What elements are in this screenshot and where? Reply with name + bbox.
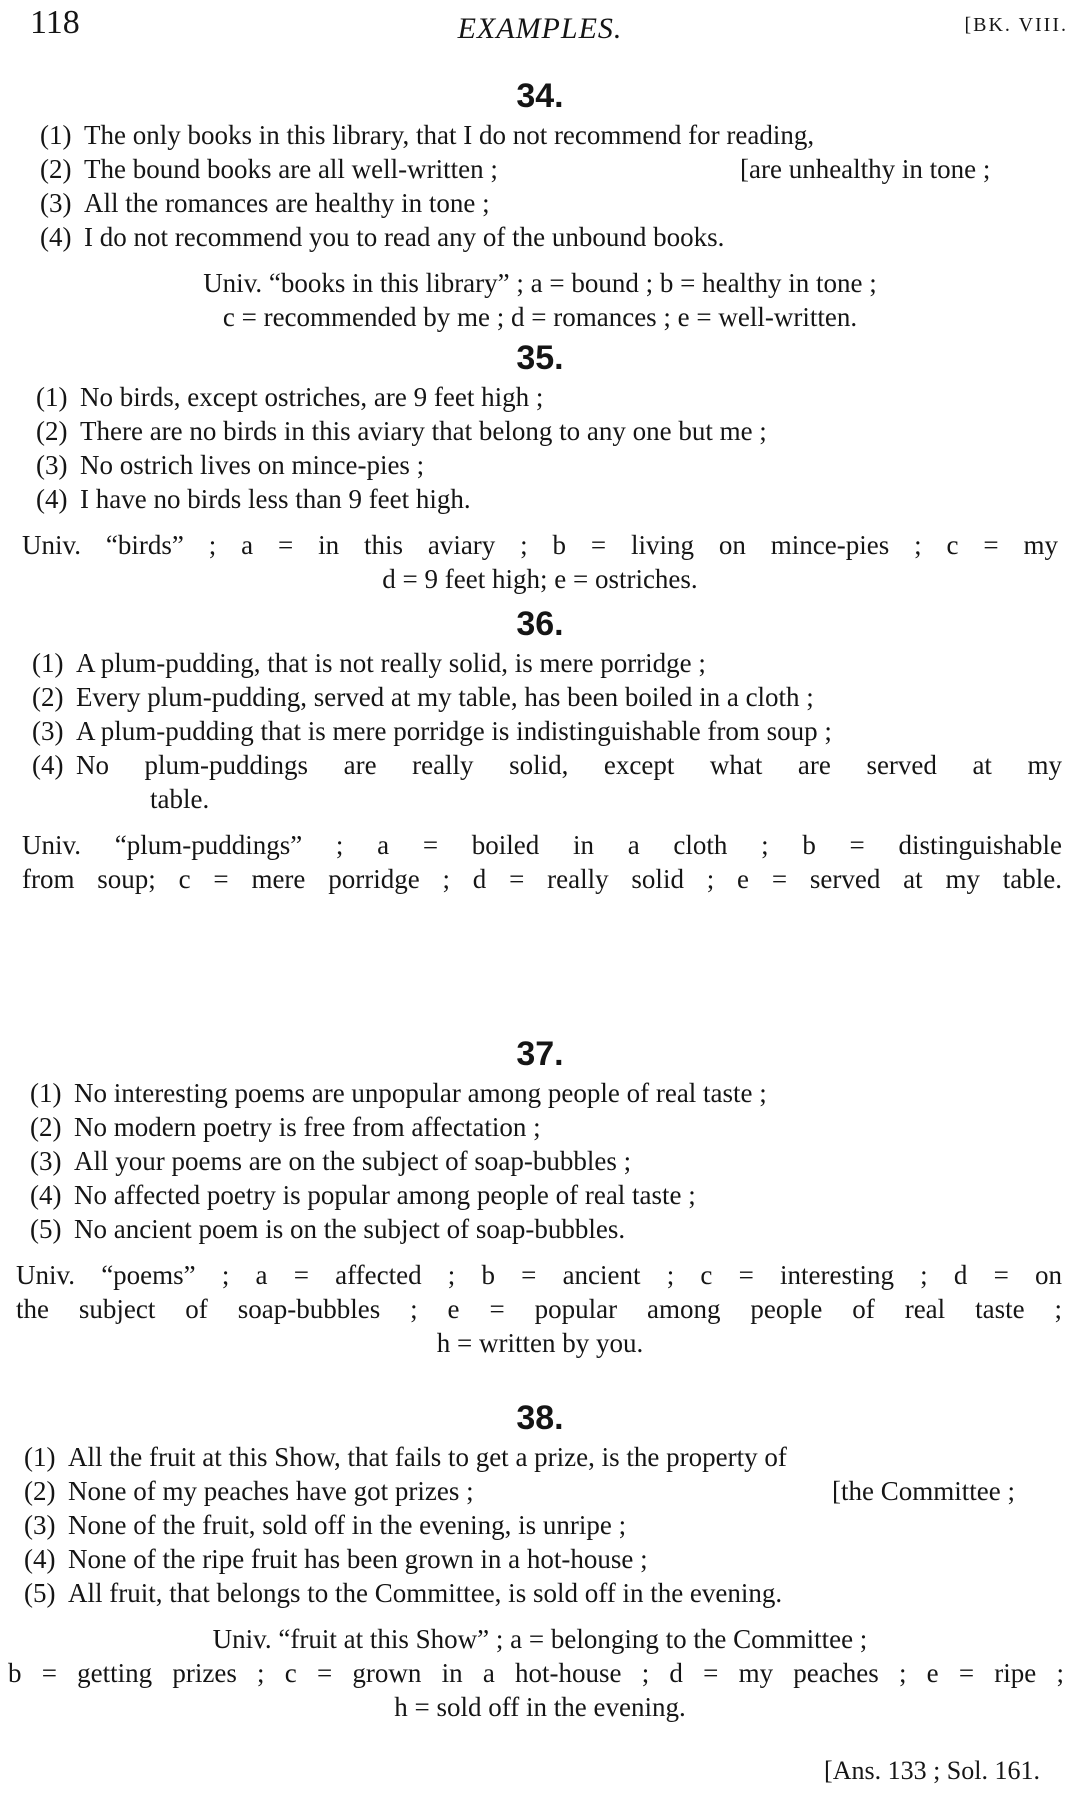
example-number: 35.: [516, 339, 564, 377]
premise-number: (5): [30, 1214, 62, 1244]
premise: [0, 118, 1080, 152]
universe-line: [0, 1292, 1080, 1326]
premise: [0, 380, 1080, 414]
universe-text: Univ. “birds” ; a = in this aviary ; b = living on mince-pies ; c = my: [22, 530, 1058, 560]
premise-continuation-text: table.: [150, 784, 210, 814]
universe-line: h = sold off in the evening.: [394, 1692, 686, 1722]
premise-text: None of the ripe fruit has been grown in a hot-house ;: [68, 1544, 648, 1574]
universe-line: h = written by you.: [436, 1328, 644, 1358]
premise-number: (4): [36, 484, 68, 514]
premise-text: The only books in this library, that I do not recommend for reading,: [84, 120, 815, 150]
premise: [0, 1212, 1080, 1246]
universe-line: c = recommended by me ; d = romances ; e = well-written.: [222, 302, 858, 332]
premise-overflow: [the Committee ;: [832, 1476, 1015, 1506]
premise-number: (4): [24, 1544, 56, 1574]
premise-number: (2): [36, 416, 68, 446]
example-36: [0, 602, 1080, 896]
premise: [0, 1076, 1080, 1110]
premise-number: (2): [40, 154, 72, 184]
premise-number: (2): [30, 1112, 62, 1142]
example-number: 37.: [516, 1035, 564, 1073]
example-number: 34.: [516, 77, 564, 115]
premise: [0, 1474, 1080, 1508]
premise-number: (4): [30, 1180, 62, 1210]
premise-number: (1): [36, 382, 68, 412]
premise: [0, 1440, 1080, 1474]
premise: [0, 220, 1080, 254]
premise-text: No birds, except ostriches, are 9 feet high ;: [80, 382, 544, 412]
premise-continuation: [0, 782, 1080, 816]
page-number: 118: [30, 4, 80, 41]
premise-text: No modern poetry is free from affectation ;: [74, 1112, 541, 1142]
premise-text: No interesting poems are unpopular among people of real taste ;: [74, 1078, 767, 1108]
premise-number: (1): [24, 1442, 56, 1472]
premise: [0, 1508, 1080, 1542]
example-number: 38.: [516, 1399, 564, 1437]
premise-text: No ostrich lives on mince-pies ;: [80, 450, 425, 480]
premise-number: (5): [24, 1578, 56, 1608]
premise-text: None of the fruit, sold off in the evening, is unripe ;: [68, 1510, 627, 1540]
universe-text: from soup; c = mere porridge ; d = really solid ; e = served at my table.: [22, 864, 1062, 894]
premise-text: I do not recommend you to read any of the unbound books.: [84, 222, 725, 252]
premise-text: No plum-puddings are really solid, except what are served at my: [76, 750, 1062, 780]
book-reference: [BK. VIII.: [964, 14, 1068, 36]
premise-number: (3): [40, 188, 72, 218]
premise-text: None of my peaches have got prizes ;: [68, 1476, 474, 1506]
answer-reference: [Ans. 133 ; Sol. 161.: [824, 1756, 1040, 1785]
universe-line: [0, 1258, 1080, 1292]
universe-text: b = getting prizes ; c = grown in a hot-house ; d = my peaches ; e = ripe ;: [8, 1658, 1064, 1688]
example-35: [0, 336, 1080, 596]
premise-number: (3): [32, 716, 64, 746]
example-38: [0, 1396, 1080, 1724]
premise: [0, 1110, 1080, 1144]
premise-text: No affected poetry is popular among people of real taste ;: [74, 1180, 696, 1210]
universe-text: Univ. “poems” ; a = affected ; b = ancient ; c = interesting ; d = on: [16, 1260, 1062, 1290]
premise-text: Every plum-pudding, served at my table, has been boiled in a cloth ;: [76, 682, 814, 712]
premise: [0, 646, 1080, 680]
universe-line: [0, 828, 1080, 862]
premise: [0, 748, 1080, 782]
premise: [0, 152, 1080, 186]
universe-line: [0, 862, 1080, 896]
example-number: 36.: [516, 605, 564, 643]
premise-text: All the romances are healthy in tone ;: [84, 188, 490, 218]
premise-number: (2): [24, 1476, 56, 1506]
premise-number: (3): [24, 1510, 56, 1540]
premise-number: (1): [32, 648, 64, 678]
example-37: [0, 1032, 1080, 1360]
universe-line: [0, 1656, 1080, 1690]
premise-number: (2): [32, 682, 64, 712]
premise-overflow: [are unhealthy in tone ;: [740, 154, 991, 184]
premise-number: (1): [30, 1078, 62, 1108]
premise-text: No ancient poem is on the subject of soap-bubbles.: [74, 1214, 626, 1244]
premise-text: A plum-pudding, that is not really solid, is mere porridge ;: [76, 648, 706, 678]
premise-text: All fruit, that belongs to the Committee, is sold off in the evening.: [68, 1578, 783, 1608]
premise: [0, 714, 1080, 748]
premise-number: (3): [36, 450, 68, 480]
premise: [0, 680, 1080, 714]
premise: [0, 1178, 1080, 1212]
premise-number: (1): [40, 120, 72, 150]
premise-number: (4): [32, 750, 64, 780]
premise-number: (4): [40, 222, 72, 252]
premise: [0, 1144, 1080, 1178]
universe-text: Univ. “plum-puddings” ; a = boiled in a cloth ; b = distinguishable: [22, 830, 1062, 860]
premise-number: (3): [30, 1146, 62, 1176]
page-header: [0, 4, 1080, 44]
premise: [0, 414, 1080, 448]
premise: [0, 448, 1080, 482]
premise-text: I have no birds less than 9 feet high.: [80, 484, 471, 514]
universe-line: [0, 528, 1080, 562]
universe-text: the subject of soap-bubbles ; e = popular among people of real taste ;: [16, 1294, 1062, 1324]
universe-line: Univ. “fruit at this Show” ; a = belonging to the Committee ;: [212, 1624, 868, 1654]
premise-text: All the fruit at this Show, that fails to get a prize, is the property of: [68, 1442, 787, 1472]
premise: [0, 482, 1080, 516]
example-34: [0, 74, 1080, 334]
universe-line: Univ. “books in this library” ; a = bound ; b = healthy in tone ;: [203, 268, 877, 298]
premise: [0, 186, 1080, 220]
universe-line: d = 9 feet high; e = ostriches.: [382, 564, 698, 594]
premise-text: All your poems are on the subject of soap-bubbles ;: [74, 1146, 632, 1176]
premise-text: There are no birds in this aviary that belong to any one but me ;: [80, 416, 767, 446]
premise: [0, 1576, 1080, 1610]
running-title: EXAMPLES.: [457, 12, 623, 45]
premise-text: The bound books are all well-written ;: [84, 154, 498, 184]
premise-text: A plum-pudding that is mere porridge is indistinguishable from soup ;: [76, 716, 832, 746]
premise: [0, 1542, 1080, 1576]
